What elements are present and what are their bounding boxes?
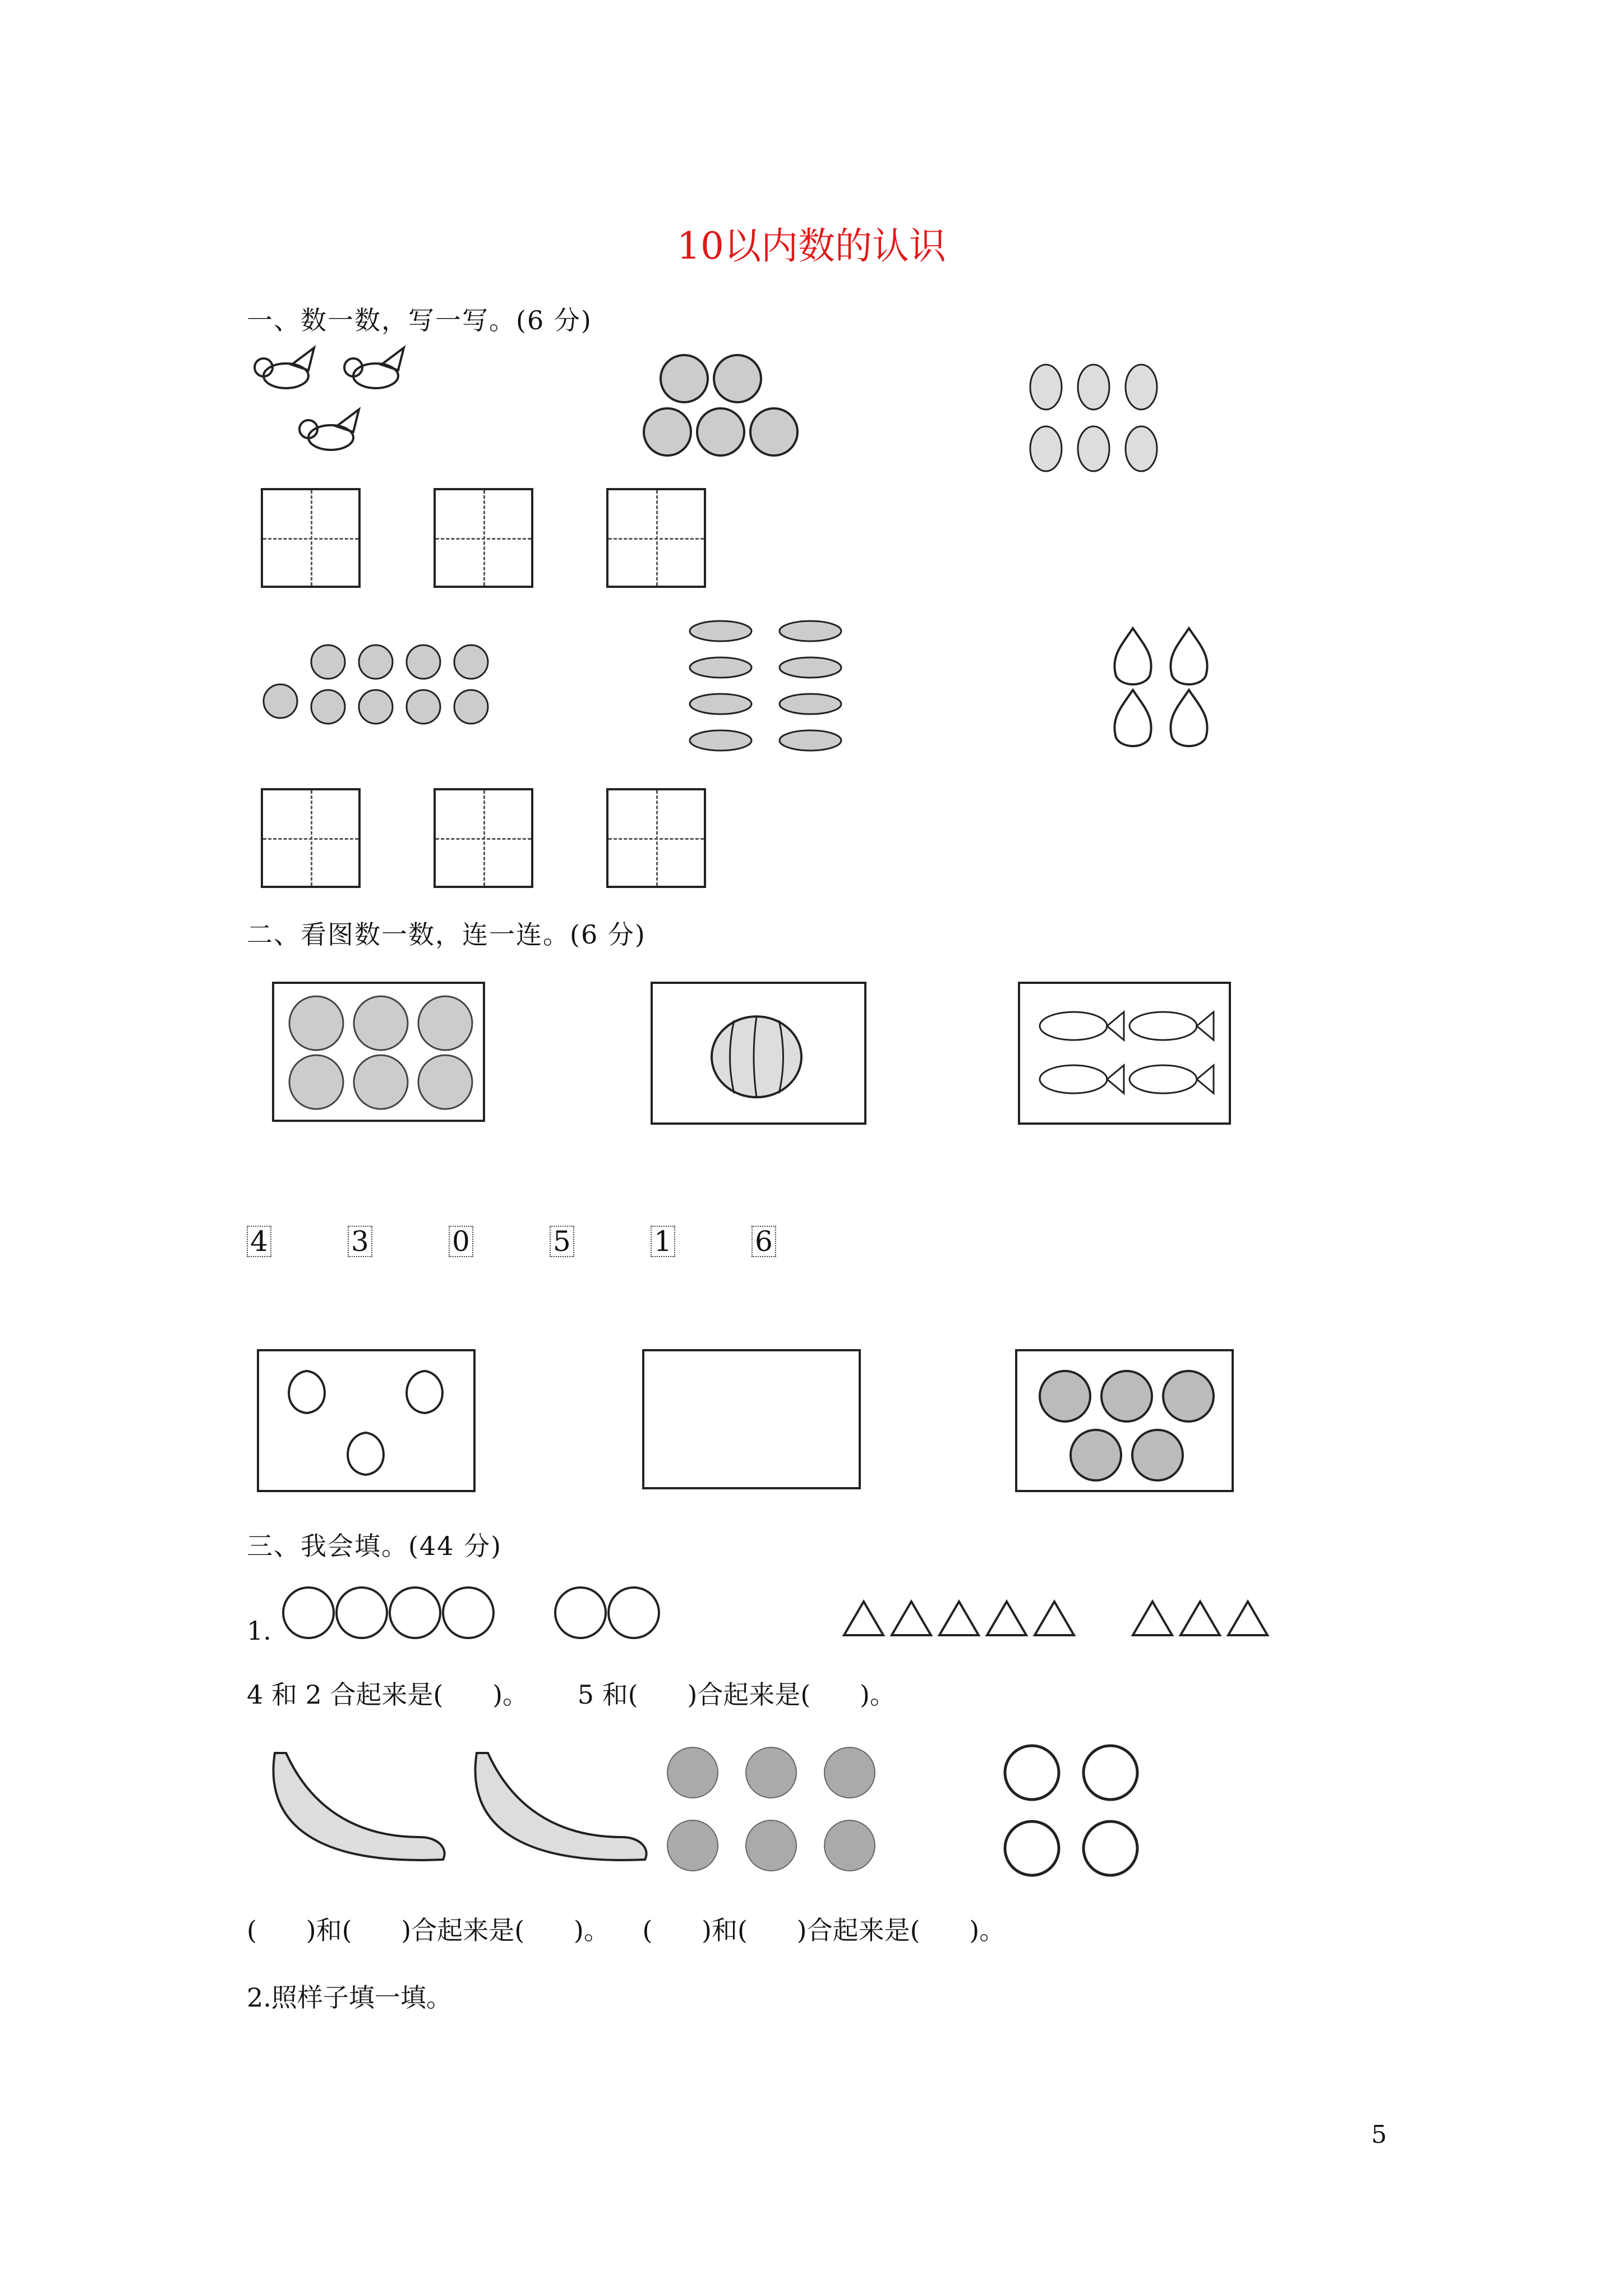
apples-4-and-2-picture <box>280 1582 667 1644</box>
write-box[interactable] <box>261 488 361 588</box>
apples-frame <box>1015 1349 1234 1492</box>
flowers-frame <box>272 982 485 1122</box>
bananas-picture <box>264 1742 656 1876</box>
gray-dots-picture <box>662 1742 886 1876</box>
fish-outline-picture <box>1031 1004 1222 1105</box>
pears-picture <box>1105 623 1217 757</box>
birds-picture <box>247 342 426 466</box>
write-box[interactable] <box>606 788 706 888</box>
fish-frame <box>1018 982 1231 1125</box>
watermelon-picture <box>709 1009 810 1099</box>
section2-heading: 二、看图数一数，连一连。(6 分) <box>247 919 646 950</box>
number-card[interactable]: 3 <box>348 1226 372 1257</box>
flowers-picture <box>285 992 476 1110</box>
white-circles-picture <box>998 1742 1150 1876</box>
number-card[interactable]: 1 <box>651 1226 675 1257</box>
section1-heading: 一、数一数，写一写。(6 分) <box>247 305 592 335</box>
snails-picture <box>247 637 516 738</box>
write-box[interactable] <box>434 488 533 588</box>
page-number: 5 <box>1371 2120 1387 2149</box>
number-card[interactable]: 5 <box>550 1226 574 1257</box>
empty-frame <box>642 1349 861 1489</box>
peaches-picture <box>276 1363 461 1486</box>
q1-label: 1. <box>247 1616 271 1646</box>
write-box[interactable] <box>606 488 706 588</box>
apples-5-picture <box>1034 1363 1219 1483</box>
page-title: 10以内数的认识 <box>677 224 946 268</box>
fishes-picture <box>681 614 861 760</box>
peaches-frame <box>257 1349 476 1492</box>
section3-heading: 三、我会填。(44 分) <box>247 1531 502 1561</box>
number-card[interactable]: 4 <box>247 1226 271 1257</box>
q2-label: 2.照样子填一填。 <box>247 1982 452 2013</box>
apples-picture <box>645 348 813 466</box>
q1-line1: 4 和 2 合起来是( )。 5 和( )合起来是( )。 <box>247 1680 896 1710</box>
write-box[interactable] <box>261 788 361 888</box>
q1-line2: ( )和( )合起来是( )。 ( )和( )合起来是( )。 <box>247 1915 1006 1945</box>
pineapples-picture <box>1021 353 1172 482</box>
triangles-picture <box>841 1596 1279 1641</box>
number-card[interactable]: 0 <box>449 1226 473 1257</box>
watermelon-frame <box>651 982 866 1125</box>
write-box[interactable] <box>434 788 533 888</box>
number-card[interactable]: 6 <box>751 1226 776 1257</box>
